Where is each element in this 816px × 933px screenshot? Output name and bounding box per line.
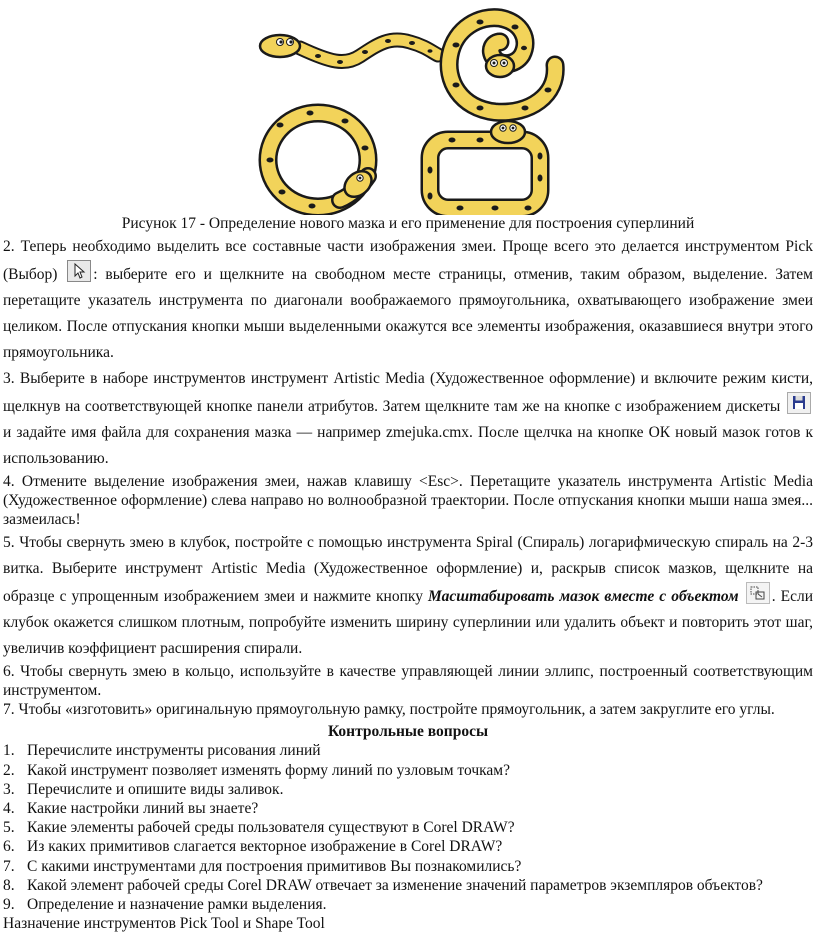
paragraph-2: 2. Теперь необходимо выделить все составные части изображения змеи. Проще всего это делается инструментом Pick (Выбор) : выберите его и щелкните на свободном месте страницы, отменив, таким образом, выделение. Затем перетащите указатель инструмента по диагонали воображаемого прямоугольника, охватывающего изображение змеи целиком. После отпускания кнопки мыши выделенными окажутся все элементы изображения, оказавшиеся внутри этого прямоугольника. <box>3 238 813 361</box>
scale-with-object-term: Масштабировать мазок вместе с объектом <box>428 587 739 605</box>
questions-heading: Контрольные вопросы <box>327 723 489 741</box>
question-text: Какой инструмент позволяет изменять форму линий по узловым точкам? <box>27 761 510 779</box>
document-body <box>3 234 813 933</box>
floppy-disk-icon <box>787 392 811 414</box>
question-item <box>3 741 813 760</box>
question-number: 5. <box>3 819 15 837</box>
question-number: 3. <box>3 780 15 798</box>
snake-figure <box>0 0 816 215</box>
paragraph-7: 7. Чтобы «изготовить» оригинальную прямоугольную рамку, постройте прямоугольник, а затем закруглите его углы. <box>3 701 775 719</box>
wavy-snake-drawing <box>260 35 438 64</box>
question-number: 1. <box>3 742 15 760</box>
paragraph-5: 5. Чтобы свернуть змею в клубок, постройте с помощью инструмента Spiral (Спираль) логарифмическую спираль на 2-3 витка. Выберите инструмент Artistic Media (Художественное оформление) и, раскрыв список мазков, щелкните на образце с упрощенным изображением змеи и нажмите кнопку Масштабировать мазок вместе с объектом . Если клубок окажется слишком плотным, попробуйте изменить ширину суперлинии или удалить объект и повторить этот шаг, увеличив коэффициент расширения спирали. <box>3 533 814 657</box>
paragraph-3: 3. Выберите в наборе инструментов инструмент Artistic Media (Художественное оформление) и включите режим кисти, щелкнув на соответствующей кнопке панели атрибутов. Затем щелкните там же на кнопке с изображением дискеты и задайте имя файла для сохранения мазка — например zmejuka.cmx. После щелчка на кнопке ОК новый мазок готов к использованию. <box>3 370 813 467</box>
question-number: 6. <box>3 838 15 856</box>
question-text: С какими инструментами для построения примитивов Вы познакомились? <box>27 857 522 875</box>
question-number: 7. <box>3 857 15 875</box>
question-text: Определение и назначение рамки выделения. <box>27 896 327 914</box>
question-text: Перечислите инструменты рисования линий <box>27 742 321 760</box>
frame-snake-drawing <box>428 121 543 211</box>
spiral-snake-drawing <box>449 18 555 113</box>
questions-list <box>3 741 813 914</box>
footer-line: Назначение инструментов Pick Tool и Shape Tool <box>3 915 325 933</box>
paragraph-6: 6. Чтобы свернуть змею в кольцо, используйте в качестве управляющей линии эллипс, построенный соответствующим инструментом. <box>3 662 813 699</box>
question-number: 8. <box>3 876 15 894</box>
question-item <box>3 857 813 876</box>
scale-with-object-icon <box>746 582 770 604</box>
question-item <box>3 761 813 780</box>
ring-snake-drawing <box>267 111 377 209</box>
pick-tool-icon <box>67 260 91 282</box>
question-item <box>3 799 813 818</box>
question-number: 4. <box>3 800 15 818</box>
paragraph-4: 4. Отмените выделение изображения змеи, нажав клавишу <Esc>. Перетащите указатель инструмента Artistic Media (Художественное оформление) слева направо но волнообразной траектории. После отпускания кнопки мыши наша змея... зазмеилась! <box>3 473 813 529</box>
question-number: 9. <box>3 896 15 914</box>
question-item <box>3 895 813 914</box>
question-text: Какие элементы рабочей среды пользователя существуют в Corel DRAW? <box>27 819 515 837</box>
question-text: Перечислите и опишите виды заливок. <box>27 780 284 798</box>
question-item <box>3 780 813 799</box>
question-item <box>3 818 813 837</box>
question-item <box>3 876 813 895</box>
question-number: 2. <box>3 761 15 779</box>
question-text: Какой элемент рабочей среды Corel DRAW отвечает за изменение значений параметров экземпляров объектов? <box>27 876 763 894</box>
question-text: Из каких примитивов слагается векторное изображение в Corel DRAW? <box>27 838 503 856</box>
question-item <box>3 837 813 856</box>
question-text: Какие настройки линий вы знаете? <box>27 800 259 818</box>
figure-caption: Рисунок 17 - Определение нового мазка и его применение для построения суперлиний <box>121 215 695 232</box>
